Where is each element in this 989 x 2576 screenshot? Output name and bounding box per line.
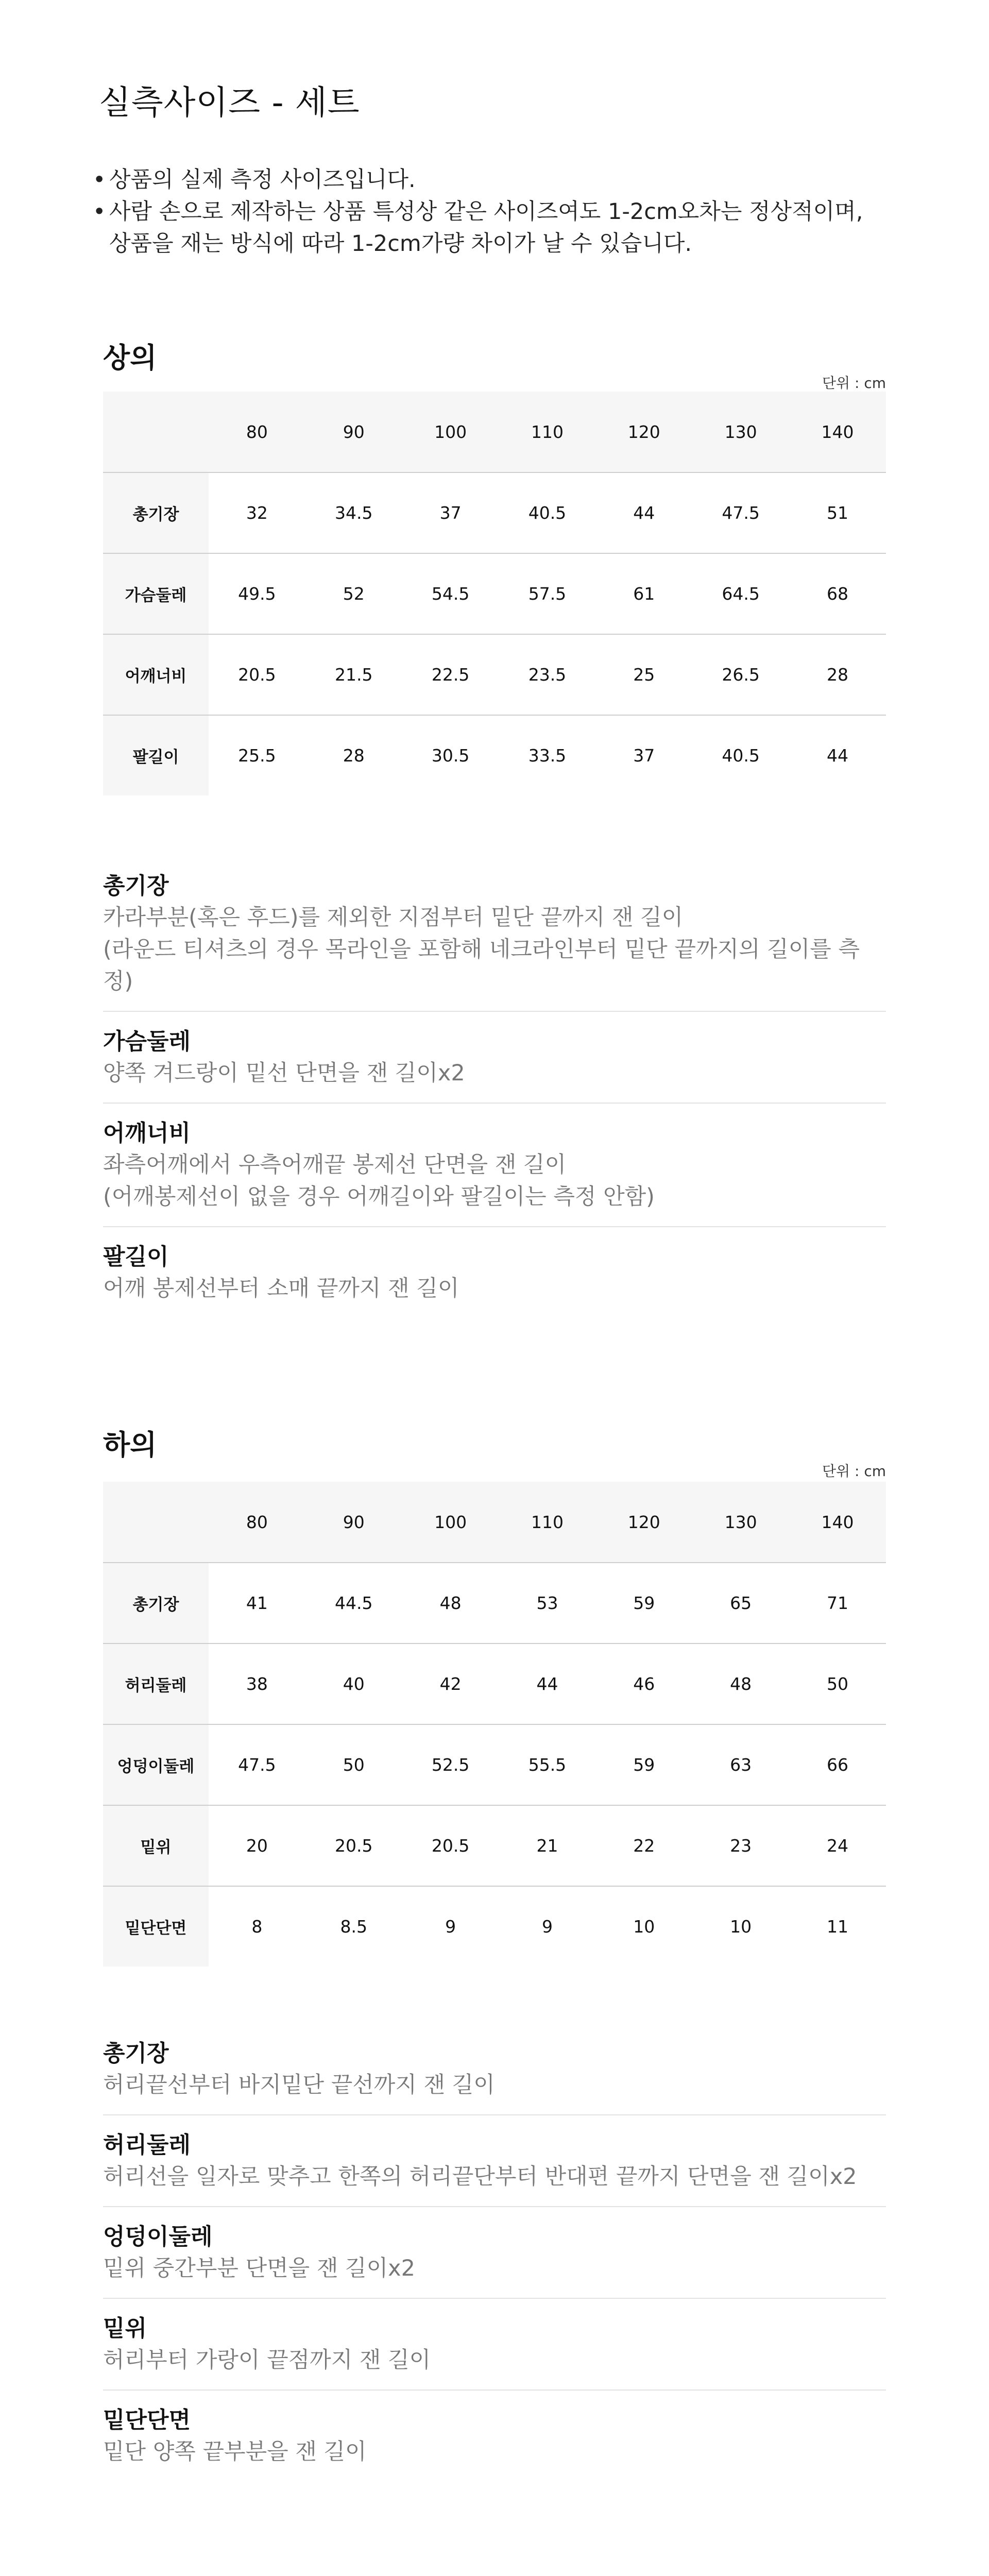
table-cell: 48 — [692, 1643, 789, 1724]
table-cell: 23 — [692, 1805, 789, 1886]
table-cell: 23.5 — [499, 634, 596, 715]
definition-text: 양쪽 겨드랑이 밑선 단면을 잰 길이x2 — [103, 1060, 465, 1086]
note-item: • 사람 손으로 제작하는 상품 특성상 같은 사이즈여도 1-2cm오차는 정상적이며, — [93, 199, 863, 225]
size-header: 110 — [499, 1482, 596, 1563]
size-header: 110 — [499, 392, 596, 472]
table-cell: 25.5 — [238, 745, 276, 766]
table-cell: 40.5 — [722, 745, 760, 766]
table-cell: 28 — [343, 745, 365, 766]
definition-item — [103, 2033, 886, 2115]
size-header: 90 — [305, 1482, 402, 1563]
definition-item — [103, 1227, 886, 1318]
table-cell: 49.5 — [209, 553, 305, 634]
row-label: 어깨너비 — [103, 634, 209, 715]
table-cell: 25 — [595, 634, 692, 715]
size-header: 80 — [209, 1482, 305, 1563]
top-section-title: 상의 — [103, 342, 157, 374]
table-row — [103, 1886, 886, 1967]
top-definitions — [103, 866, 886, 1318]
table-cell: 8.5 — [340, 1917, 367, 1937]
definition-item — [103, 1012, 886, 1104]
table-cell: 47.5 — [209, 1724, 305, 1805]
table-header-row — [103, 392, 886, 472]
table-cell: 20.5 — [305, 1805, 402, 1886]
table-cell: 47.5 — [692, 472, 789, 553]
table-cell: 22.5 — [402, 634, 499, 715]
table-cell: 34.5 — [305, 472, 402, 553]
table-cell: 66 — [789, 1724, 886, 1805]
table-row — [103, 1563, 886, 1643]
table-cell: 53 — [499, 1563, 596, 1643]
definition-text: 허리끝선부터 바지밑단 끝선까지 잰 길이 — [103, 2072, 495, 2098]
note-item: • 상품의 실제 측정 사이즈입니다. — [93, 167, 416, 193]
table-row — [103, 1724, 886, 1805]
table-cell: 52.5 — [402, 1724, 499, 1805]
size-header: 90 — [305, 392, 402, 472]
table-row — [103, 715, 886, 795]
table-cell: 68 — [789, 553, 886, 634]
note-text: 상품의 실제 측정 사이즈입니다. — [109, 167, 416, 193]
table-cell: 59 — [595, 1563, 692, 1643]
definition-term: 밑단단면 — [103, 2407, 191, 2433]
table-cell: 28 — [789, 634, 886, 715]
table-corner — [103, 1482, 209, 1563]
definition-item — [103, 866, 886, 1012]
table-cell: 54.5 — [402, 553, 499, 634]
row-label: 밑위 — [103, 1805, 209, 1886]
definition-item — [103, 2207, 886, 2299]
size-header: 130 — [692, 1482, 789, 1563]
size-header: 100 — [402, 1482, 499, 1563]
table-cell: 38 — [209, 1643, 305, 1724]
note-text: 사람 손으로 제작하는 상품 특성상 같은 사이즈여도 1-2cm오차는 정상적이며, — [109, 199, 863, 225]
table-cell: 50 — [789, 1643, 886, 1724]
row-label: 밑단단면 — [103, 1886, 209, 1967]
definition-text: 밑위 중간부분 단면을 잰 길이x2 — [103, 2256, 415, 2281]
definition-item — [103, 2299, 886, 2391]
size-header: 80 — [209, 392, 305, 472]
top-size-table — [103, 392, 886, 795]
table-cell: 46 — [595, 1643, 692, 1724]
page-title: 실측사이즈 - 세트 — [99, 84, 360, 122]
table-cell: 32 — [209, 472, 305, 553]
table-cell: 37 — [633, 745, 655, 766]
definition-term: 엉덩이둘레 — [103, 2224, 213, 2250]
table-cell: 44 — [499, 1643, 596, 1724]
table-cell: 33.5 — [528, 745, 567, 766]
bottom-section-title: 하의 — [103, 1429, 157, 1461]
table-cell: 8 — [251, 1917, 263, 1937]
table-cell: 30.5 — [431, 745, 470, 766]
size-header: 120 — [595, 1482, 692, 1563]
definition-text: 좌측어깨에서 우측어깨끝 봉제선 단면을 잰 길이 — [103, 1152, 567, 1178]
table-cell: 20.5 — [402, 1805, 499, 1886]
table-row — [103, 1805, 886, 1886]
table-row — [103, 553, 886, 634]
table-cell: 20 — [209, 1805, 305, 1886]
table-cell: 64.5 — [692, 553, 789, 634]
size-header: 130 — [692, 392, 789, 472]
definition-item — [103, 2115, 886, 2207]
row-label: 팔길이 — [103, 715, 209, 795]
bottom-definitions — [103, 2033, 886, 2481]
definition-text: 카라부분(혹은 후드)를 제외한 지점부터 밑단 끝까지 잰 길이 — [103, 905, 684, 930]
table-corner — [103, 392, 209, 472]
definition-term: 허리둘레 — [103, 2132, 191, 2158]
table-cell: 10 — [633, 1917, 655, 1937]
definition-text: 어깨 봉제선부터 소매 끝까지 잰 길이 — [103, 1276, 459, 1301]
table-cell: 59 — [595, 1724, 692, 1805]
table-cell: 41 — [209, 1563, 305, 1643]
table-cell: 10 — [730, 1917, 752, 1937]
row-label: 엉덩이둘레 — [103, 1724, 209, 1805]
bottom-unit-label: 단위 : cm — [822, 1463, 886, 1480]
table-cell: 26.5 — [692, 634, 789, 715]
table-cell: 63 — [692, 1724, 789, 1805]
definition-text: 허리부터 가랑이 끝점까지 잰 길이 — [103, 2347, 431, 2373]
note-item-continuation: 상품을 재는 방식에 따라 1-2cm가량 차이가 날 수 있습니다. — [109, 231, 692, 257]
table-cell: 24 — [789, 1805, 886, 1886]
definition-item — [103, 2391, 886, 2481]
definition-term: 밑위 — [103, 2315, 147, 2342]
table-cell: 51 — [789, 472, 886, 553]
table-header-row — [103, 1482, 886, 1563]
table-cell: 44.5 — [305, 1563, 402, 1643]
table-cell: 65 — [692, 1563, 789, 1643]
table-cell: 57.5 — [499, 553, 596, 634]
table-cell: 21.5 — [305, 634, 402, 715]
size-header: 120 — [595, 392, 692, 472]
table-cell: 44 — [595, 472, 692, 553]
size-header: 140 — [789, 392, 886, 472]
table-cell: 44 — [827, 745, 849, 766]
table-cell: 55.5 — [499, 1724, 596, 1805]
definition-term: 총기장 — [103, 873, 169, 899]
row-label: 총기장 — [103, 1563, 209, 1643]
size-header: 100 — [402, 392, 499, 472]
table-cell: 21 — [499, 1805, 596, 1886]
definition-text: (라운드 티셔츠의 경우 목라인을 포함해 네크라인부터 밑단 끝까지의 길이를 측정) — [103, 937, 860, 994]
table-cell: 40.5 — [499, 472, 596, 553]
table-cell: 37 — [402, 472, 499, 553]
table-cell: 40 — [305, 1643, 402, 1724]
definition-term: 어깨너비 — [103, 1120, 191, 1146]
table-row — [103, 634, 886, 715]
table-cell: 9 — [541, 1917, 553, 1937]
table-cell: 48 — [402, 1563, 499, 1643]
row-label: 가슴둘레 — [103, 553, 209, 634]
bottom-size-table — [103, 1482, 886, 1967]
definition-item — [103, 1104, 886, 1227]
table-cell: 42 — [402, 1643, 499, 1724]
table-cell: 20.5 — [209, 634, 305, 715]
row-label: 허리둘레 — [103, 1643, 209, 1724]
definition-text: 밑단 양쪽 끝부분을 잰 길이 — [103, 2439, 367, 2465]
table-cell: 61 — [595, 553, 692, 634]
definition-term: 팔길이 — [103, 1244, 169, 1270]
definition-term: 가슴둘레 — [103, 1028, 191, 1055]
definition-text: 허리선을 일자로 맞추고 한쪽의 허리끝단부터 반대편 끝까지 단면을 잰 길이x2 — [103, 2164, 857, 2190]
table-cell: 22 — [595, 1805, 692, 1886]
table-row — [103, 1643, 886, 1724]
notes — [93, 164, 917, 260]
row-label: 총기장 — [103, 472, 209, 553]
size-header: 140 — [789, 1482, 886, 1563]
table-cell: 11 — [827, 1917, 849, 1937]
table-cell: 71 — [789, 1563, 886, 1643]
table-cell: 52 — [305, 553, 402, 634]
definition-text: (어깨봉제선이 없을 경우 어깨길이와 팔길이는 측정 안함) — [103, 1184, 655, 1210]
table-cell: 50 — [305, 1724, 402, 1805]
table-cell: 9 — [445, 1917, 456, 1937]
definition-term: 총기장 — [103, 2040, 169, 2066]
table-row — [103, 472, 886, 553]
top-unit-label: 단위 : cm — [822, 375, 886, 392]
